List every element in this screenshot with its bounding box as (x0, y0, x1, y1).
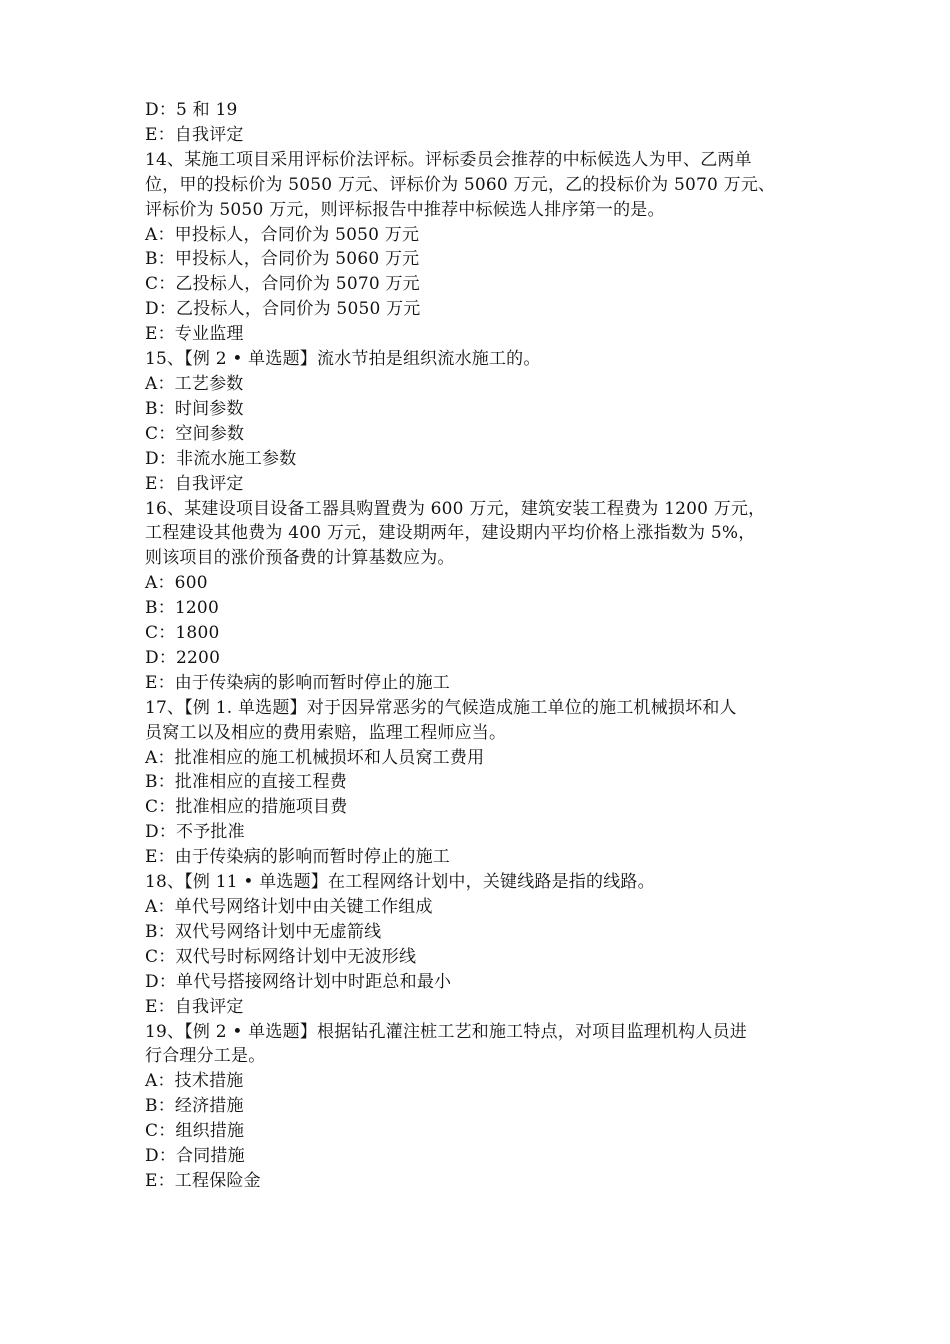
option-line: D：单代号搭接网络计划中时距总和最小 (145, 971, 452, 992)
option-line: B：1200 (145, 598, 219, 619)
question-line: 19、【例 2 • 单选题】根据钻孔灌注桩工艺和施工特点，对项目监理机构人员进 (145, 1021, 747, 1042)
option-line: E：自我评定 (145, 996, 244, 1017)
question-line: 17、【例 1. 单选题】对于因异常恶劣的气候造成施工单位的施工机械损坏和人 (145, 697, 737, 718)
option-line: E：专业监理 (145, 324, 244, 345)
option-line: B：甲投标人，合同价为 5060 万元 (145, 249, 420, 270)
option-line: D：5 和 19 (145, 100, 238, 120)
option-line: B：批准相应的直接工程费 (145, 772, 347, 793)
question-line: 员窝工以及相应的费用索赔，监理工程师应当。 (145, 722, 507, 743)
option-line: A：批准相应的施工机械损坏和人员窝工费用 (145, 747, 485, 768)
option-line: E：工程保险金 (145, 1170, 261, 1191)
option-line: A：技术措施 (145, 1071, 244, 1092)
question-line: 位，甲的投标价为 5050 万元、评标价为 5060 万元，乙的投标价为 5070 万元、 (145, 174, 776, 195)
question-line: 15、【例 2 • 单选题】流水节拍是组织流水施工的。 (145, 349, 541, 370)
option-line: C：空间参数 (145, 423, 245, 444)
option-line: C：批准相应的措施项目费 (145, 797, 348, 818)
option-line: E：由于传染病的影响而暂时停止的施工 (145, 847, 451, 868)
option-line: A：甲投标人，合同价为 5050 万元 (145, 224, 420, 245)
question-line: 16、某建设项目设备工器具购置费为 600 万元，建筑安装工程费为 1200 万元， (145, 498, 766, 519)
document-body (145, 98, 805, 1194)
option-line: D：非流水施工参数 (145, 448, 297, 469)
option-line: B：双代号网络计划中无虚箭线 (145, 921, 382, 942)
option-line: C：双代号时标网络计划中无波形线 (145, 946, 417, 967)
question-line: 18、【例 11 • 单选题】在工程网络计划中，关键线路是指的线路。 (145, 872, 655, 893)
option-line: D：不予批准 (145, 822, 245, 843)
option-line: C：组织措施 (145, 1121, 245, 1142)
option-line: E：由于传染病的影响而暂时停止的施工 (145, 672, 451, 693)
option-line: E：自我评定 (145, 473, 244, 494)
option-line: A：单代号网络计划中由关键工作组成 (145, 897, 433, 917)
question-line: 评标价为 5050 万元，则评标报告中推荐中标候选人排序第一的是。 (145, 199, 665, 220)
option-line: D：2200 (145, 647, 221, 668)
option-line: A：工艺参数 (145, 373, 244, 394)
question-line: 行合理分工是。 (145, 1046, 266, 1067)
option-line: C：乙投标人，合同价为 5070 万元 (145, 274, 420, 295)
question-line: 14、某施工项目采用评标价法评标。评标委员会推荐的中标候选人为甲、乙两单 (145, 149, 752, 170)
option-line: E：自我评定 (145, 124, 244, 145)
option-line: D：合同措施 (145, 1146, 245, 1167)
option-line: D：乙投标人，合同价为 5050 万元 (145, 299, 421, 320)
question-line: 则该项目的涨价预备费的计算基数应为。 (145, 548, 455, 569)
option-line: B：经济措施 (145, 1096, 244, 1117)
option-line: B：时间参数 (145, 398, 244, 419)
option-line: A：600 (145, 573, 208, 594)
option-line: C：1800 (145, 623, 220, 644)
question-line: 工程建设其他费为 400 万元，建设期两年，建设期内平均价格上涨指数为 5%， (145, 523, 756, 544)
